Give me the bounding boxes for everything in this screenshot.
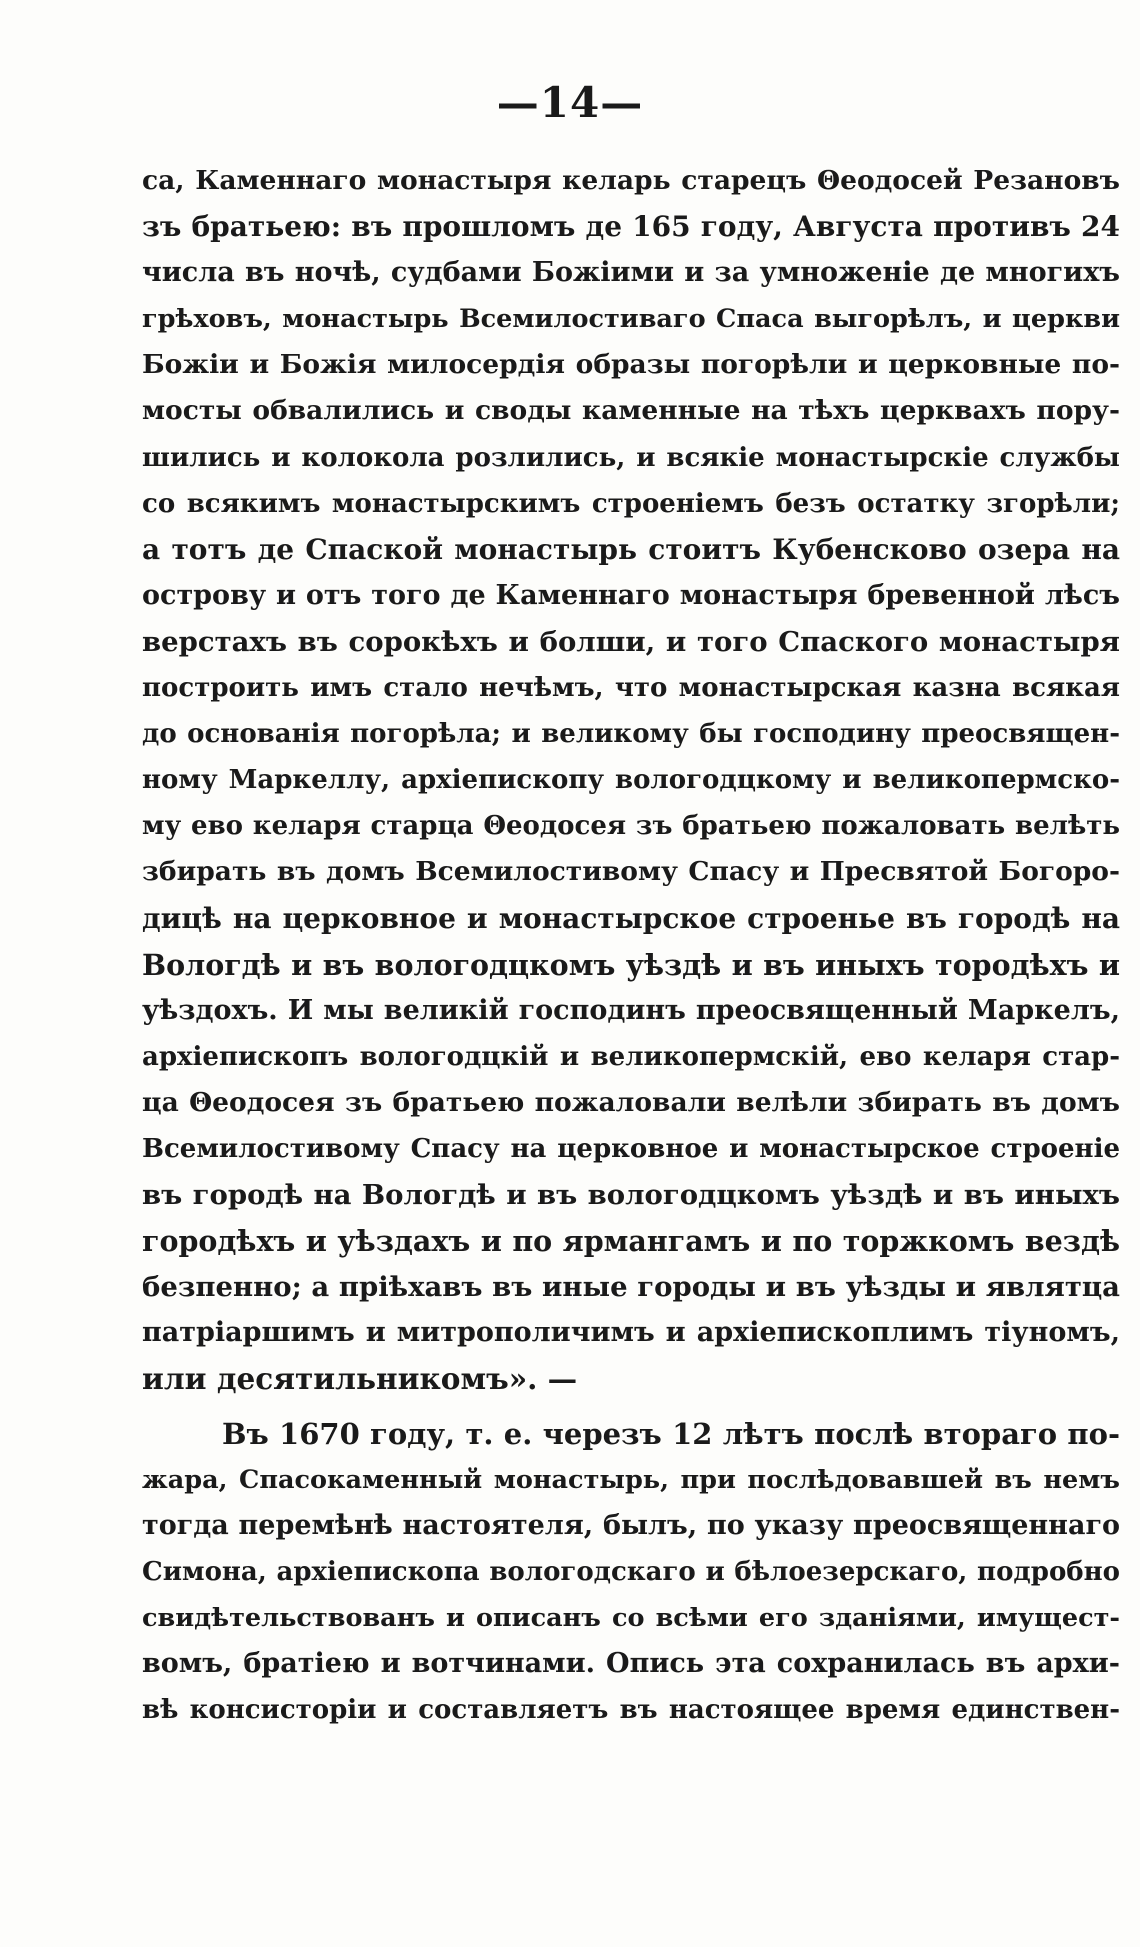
text-line: построить имъ стало нечѣмъ, что монастырская казна всякая bbox=[142, 673, 1120, 704]
text-line: Симона, архіепископа вологодскаго и бѣлоезерскаго, подробно bbox=[142, 1556, 1120, 1587]
text-line: городѣхъ и уѣздахъ и по ярмангамъ и по торжкомъ вездѣ bbox=[142, 1224, 1120, 1259]
text-line: Въ 1670 году, т. е. черезъ 12 лѣтъ послѣ втораго по- bbox=[222, 1416, 1120, 1451]
text-line: въ городѣ на Вологдѣ и въ вологодцкомъ уѣздѣ и въ иныхъ bbox=[142, 1179, 1120, 1212]
text-line: патріаршимъ и митрополичимъ и архіепископлимъ тіуномъ, bbox=[142, 1317, 1120, 1349]
text-line: со всякимъ монастырскимъ строеніемъ безъ остатку згорѣли; bbox=[142, 488, 1120, 519]
text-line: архіепископъ вологодцкій и великопермскій, ево келаря стар- bbox=[142, 1041, 1120, 1072]
text-line: збирать въ домъ Всемилостивому Спасу и Пресвятой Богоро- bbox=[142, 856, 1120, 888]
text-line: му ево келаря старца Θеодосея зъ братьею пожаловать велѣть bbox=[142, 811, 1120, 842]
body-text bbox=[142, 158, 1120, 1733]
text-line: шились и колокола розлились, и всякіе монастырскіе службы bbox=[142, 442, 1120, 473]
text-line: дицѣ на церковное и монастырское строенье въ городѣ на bbox=[142, 901, 1120, 935]
text-line: тогда перемѣнѣ настоятеля, былъ, по указу преосвященнаго bbox=[142, 1509, 1120, 1541]
text-line: уѣздохъ. И мы великій господинъ преосвященный Маркелъ, bbox=[142, 994, 1120, 1026]
paragraph-narrative bbox=[142, 1411, 1120, 1734]
text-line: жара, Спасокаменный монастырь, при послѣдовавшей въ немъ bbox=[142, 1464, 1120, 1495]
text-line: свидѣтельствованъ и описанъ со всѣми его зданіями, имущест- bbox=[142, 1602, 1120, 1633]
page-number: —14— bbox=[496, 78, 644, 127]
text-line: зъ братьею: въ прошломъ де 165 году, Августа противъ 24 bbox=[142, 210, 1120, 244]
text-line: вомъ, братіею и вотчинами. Опись эта сохранилась въ архи- bbox=[142, 1648, 1120, 1679]
text-line: грѣховъ, монастырь Всемилостиваго Спаса выгорѣлъ, и церкви bbox=[142, 304, 1120, 335]
text-line: са, Каменнаго монастыря келарь старецъ Θеодосей Резановъ bbox=[142, 165, 1120, 196]
text-line: Всемилостивому Спасу на церковное и монастырское строеніе bbox=[142, 1133, 1120, 1164]
text-line: Божіи и Божія милосердія образы погорѣли и церковные по- bbox=[142, 349, 1120, 381]
text-line: острову и отъ того де Каменнаго монастыря бревенной лѣсъ bbox=[142, 579, 1120, 611]
paragraph-quote bbox=[142, 158, 1120, 1403]
text-line: ному Маркеллу, архіепископу вологодцкому и великопермско- bbox=[142, 765, 1120, 796]
text-line: вѣ консисторіи и составляетъ въ настоящее время единствен- bbox=[142, 1695, 1120, 1726]
text-line: числа въ ночѣ, судбами Божіими и за умноженіе де многихъ bbox=[142, 257, 1120, 289]
text-line: до основанія погорѣла; и великому бы господину преосвящен- bbox=[142, 719, 1120, 750]
text-line: а тотъ де Спаской монастырь стоитъ Кубенсково озера на bbox=[142, 532, 1120, 566]
text-line: Вологдѣ и въ вологодцкомъ уѣздѣ и въ иныхъ тородѣхъ и bbox=[142, 947, 1120, 982]
text-line: мосты обвалились и своды каменные на тѣхъ церквахъ пору- bbox=[142, 395, 1120, 427]
text-line: безпенно; а пріѣхавъ въ иные городы и въ уѣзды и являтца bbox=[142, 1271, 1120, 1304]
text-line: ца Θеодосея зъ братьею пожаловали велѣли збирать въ домъ bbox=[142, 1086, 1120, 1118]
text-line: верстахъ въ сорокѣхъ и болши, и того Спаского монастыря bbox=[142, 625, 1120, 658]
text-line: или десятильникомъ». — bbox=[142, 1361, 578, 1397]
